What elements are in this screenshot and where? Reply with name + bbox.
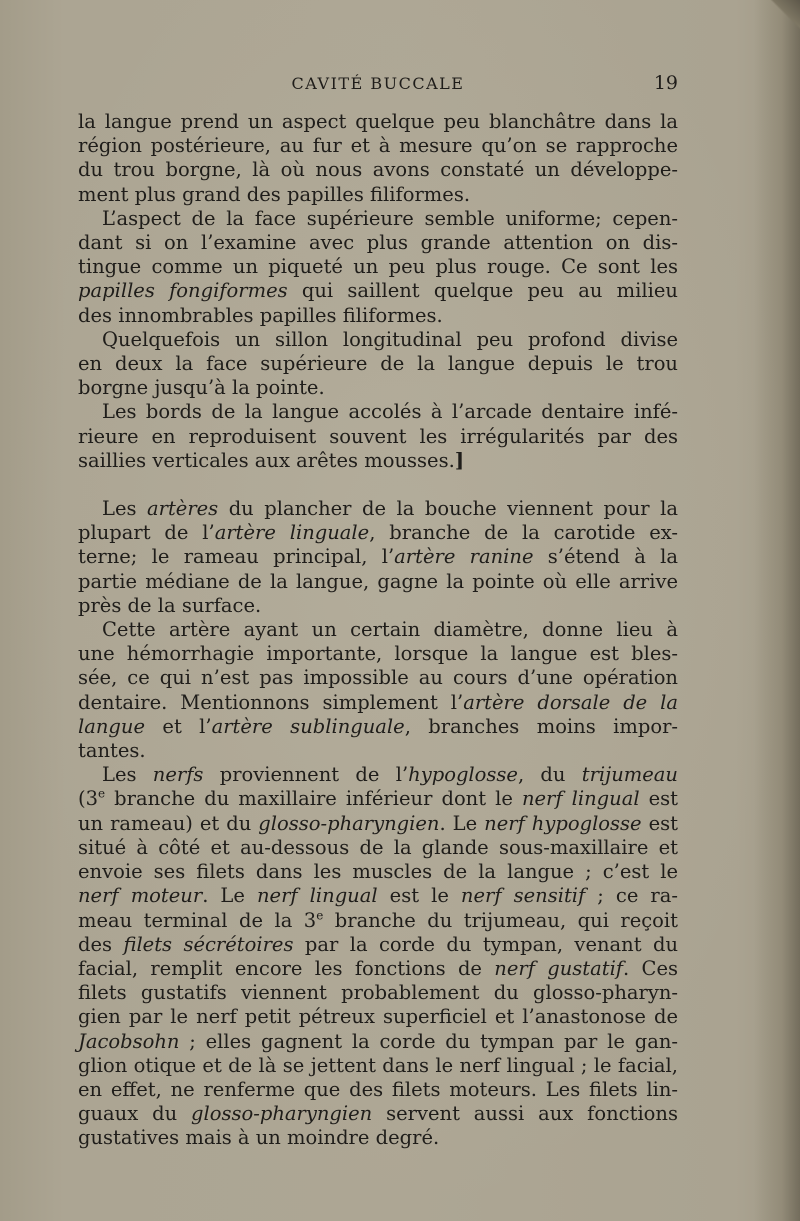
text-run: par la corde du tympan, venant du: [293, 932, 678, 956]
italic-term: artère dorsale de la: [463, 690, 678, 714]
text-line: [78, 691, 678, 715]
text-line: [78, 618, 678, 642]
text-line: [78, 352, 678, 376]
text-line: [78, 642, 678, 666]
italic-term: artères: [147, 497, 219, 521]
paragraph-sillon: [78, 328, 678, 401]
text-line: [78, 449, 678, 473]
text-line: [78, 884, 678, 908]
text-line: [78, 1126, 678, 1150]
text-run: tingue comme un piqueté un peu plus rouge. Ce sont les: [78, 255, 678, 279]
text-line: [78, 594, 678, 618]
paragraph-bords: [78, 400, 678, 473]
text-run: , branche de la carotide ex-: [369, 521, 679, 545]
text-run: Les: [102, 497, 147, 521]
italic-term: langue: [78, 714, 146, 738]
text-run: ; elles gagnent la corde du tympan par le gan-: [179, 1029, 678, 1053]
text-run: saillies verticales aux arêtes mousses.: [78, 448, 455, 472]
text-line: [78, 207, 678, 231]
paragraph-continued: [78, 110, 678, 207]
italic-term: nerf lingual: [256, 884, 378, 908]
italic-term: Jacobsohn: [78, 1029, 180, 1053]
text-line: [78, 376, 678, 400]
text-run: s’étend à la: [533, 545, 678, 569]
text-line: [78, 110, 678, 134]
page-edge-shadow: [754, 0, 800, 1221]
text-run: ]: [454, 448, 465, 472]
text-run: sée, ce qui n’est pas impossible au cours d’une opération: [78, 666, 678, 690]
italic-term: nerf sensitif: [460, 884, 586, 908]
text-run: des innombrables papilles filiformes.: [78, 303, 443, 327]
text-run: . Le: [439, 811, 485, 835]
text-run: branche du trijumeau, qui reçoit: [323, 908, 678, 932]
text-run: branche du maxillaire inférieur dont le: [105, 787, 522, 811]
text-run: Les: [102, 763, 153, 787]
italic-term: nerf lingual: [521, 787, 640, 811]
text-run: , branches moins impor-: [404, 714, 678, 738]
italic-term: filets sécrétoires: [123, 932, 294, 956]
text-run: terne; le rameau principal, l’: [78, 545, 395, 569]
text-run: du trou borgne, là où nous avons constaté un développe-: [78, 158, 678, 182]
text-run: , du: [517, 763, 582, 787]
text-line: [78, 836, 678, 860]
text-run: près de la surface.: [78, 593, 262, 617]
text-run: ; ce ra-: [585, 884, 678, 908]
text-run: rieure en reproduisent souvent les irrégularités par des: [78, 424, 678, 448]
text-line: [78, 981, 678, 1005]
running-header: [78, 74, 678, 100]
text-run: servent aussi aux fonctions: [372, 1102, 678, 1126]
text-run: . Le: [202, 884, 257, 908]
text-run: du plancher de la bouche viennent pour la: [218, 497, 678, 521]
text-line: [78, 666, 678, 690]
text-line: [78, 933, 678, 957]
text-run: glion otique et de là se jettent dans le nerf lingual ; le facial,: [78, 1053, 678, 1077]
text-line: [78, 909, 678, 933]
body-text: [78, 110, 678, 1151]
italic-term: artère ranine: [394, 545, 534, 569]
text-run: Quelquefois un sillon longitudinal peu profond divise: [102, 327, 678, 351]
text-line: [78, 1030, 678, 1054]
text-run: plupart de l’: [78, 521, 215, 545]
italic-term: artère sublinguale: [211, 714, 405, 738]
italic-term: papilles fongiformes: [78, 279, 288, 303]
italic-term: hypoglosse: [408, 763, 518, 787]
running-title: CAVITÉ BUCCALE: [291, 74, 465, 93]
italic-term: trijumeau: [581, 763, 678, 787]
text-run: envoie ses filets dans les muscles de la langue ; c’est le: [78, 860, 678, 884]
folded-corner: [770, 0, 800, 30]
italic-term: nerf gustatif: [494, 956, 624, 980]
text-run: meau terminal de la 3: [78, 908, 317, 932]
italic-term: glosso-pharyngien: [258, 811, 440, 835]
text-run: région postérieure, au fur et à mesure qu’on se rapproche: [78, 134, 678, 158]
text-line: [78, 1005, 678, 1029]
text-line: [78, 497, 678, 521]
text-run: proviennent de l’: [203, 763, 409, 787]
text-run: situé à côté et au-dessous de la glande sous-maxillaire et: [78, 835, 678, 859]
text-run: est: [641, 811, 678, 835]
text-run: des: [78, 932, 124, 956]
text-line: [78, 279, 678, 303]
text-line: [78, 183, 678, 207]
text-line: [78, 255, 678, 279]
text-line: [78, 400, 678, 424]
text-run: un rameau) et du: [78, 811, 259, 835]
text-run: partie médiane de la langue, gagne la pointe où elle arrive: [78, 569, 678, 593]
text-run: une hémorrhagie importante, lorsque la langue est bles-: [78, 642, 678, 666]
text-run: . Ces: [623, 956, 679, 980]
text-run: guaux du: [78, 1102, 192, 1126]
text-line: [78, 134, 678, 158]
text-run: facial, remplit encore les fonctions de: [78, 956, 495, 980]
text-line: [78, 231, 678, 255]
text-line: [78, 1102, 678, 1126]
italic-term: nerf hypoglosse: [484, 811, 642, 835]
text-run: en effet, ne renferme que des filets moteurs. Les filets lin-: [78, 1077, 678, 1101]
section-gap: [78, 473, 678, 497]
text-run: dentaire. Mentionnons simplement l’: [78, 690, 464, 714]
text-run: gien par le nerf petit pétreux superficiel et l’anastonose de: [78, 1005, 678, 1029]
text-line: [78, 763, 678, 787]
text-run: en deux la face supérieure de la langue depuis le trou: [78, 352, 678, 376]
text-line: [78, 739, 678, 763]
text-line: [78, 425, 678, 449]
text-line: [78, 860, 678, 884]
text-line: [78, 521, 678, 545]
page-number: 19: [653, 72, 678, 94]
text-run: borgne jusqu’à la pointe.: [78, 376, 325, 400]
text-line: [78, 570, 678, 594]
text-line: [78, 787, 678, 811]
text-line: [78, 1078, 678, 1102]
text-run: et l’: [145, 714, 212, 738]
paragraph-nerfs: [78, 763, 678, 1150]
superscript: e: [98, 786, 106, 801]
text-line: [78, 328, 678, 352]
text-line: [78, 957, 678, 981]
text-run: dant si on l’examine avec plus grande attention on dis-: [78, 231, 678, 255]
text-line: [78, 812, 678, 836]
text-run: est le: [377, 884, 461, 908]
text-run: Les bords de la langue accolés à l’arcade dentaire infé-: [102, 400, 678, 424]
paragraph-arteres: [78, 497, 678, 618]
text-run: (3: [78, 787, 99, 811]
italic-term: nerf moteur: [78, 884, 203, 908]
text-line: [78, 304, 678, 328]
text-run: filets gustatifs viennent probablement du glosso-pharyn-: [78, 981, 678, 1005]
superscript: e: [316, 908, 324, 922]
italic-term: glosso-pharyngien: [191, 1102, 373, 1126]
italic-term: artère linguale: [214, 521, 370, 545]
text-run: gustatives mais à un moindre degré.: [78, 1126, 440, 1150]
text-run: Cette artère ayant un certain diamètre, donne lieu à: [102, 618, 678, 642]
text-run: la langue prend un aspect quelque peu blanchâtre dans la: [78, 110, 678, 133]
paragraph-hemorrhagie: [78, 618, 678, 763]
paragraph-face-superieure: [78, 207, 678, 328]
text-run: est: [639, 787, 678, 811]
italic-term: nerfs: [152, 763, 204, 787]
text-run: L’aspect de la face supérieure semble uniforme; cepen-: [102, 206, 678, 230]
text-run: tantes.: [78, 739, 146, 763]
text-line: [78, 158, 678, 182]
text-line: [78, 545, 678, 569]
text-line: [78, 1054, 678, 1078]
text-line: [78, 715, 678, 739]
text-run: ment plus grand des papilles filiformes.: [78, 182, 471, 206]
text-run: qui saillent quelque peu au milieu: [287, 279, 678, 303]
